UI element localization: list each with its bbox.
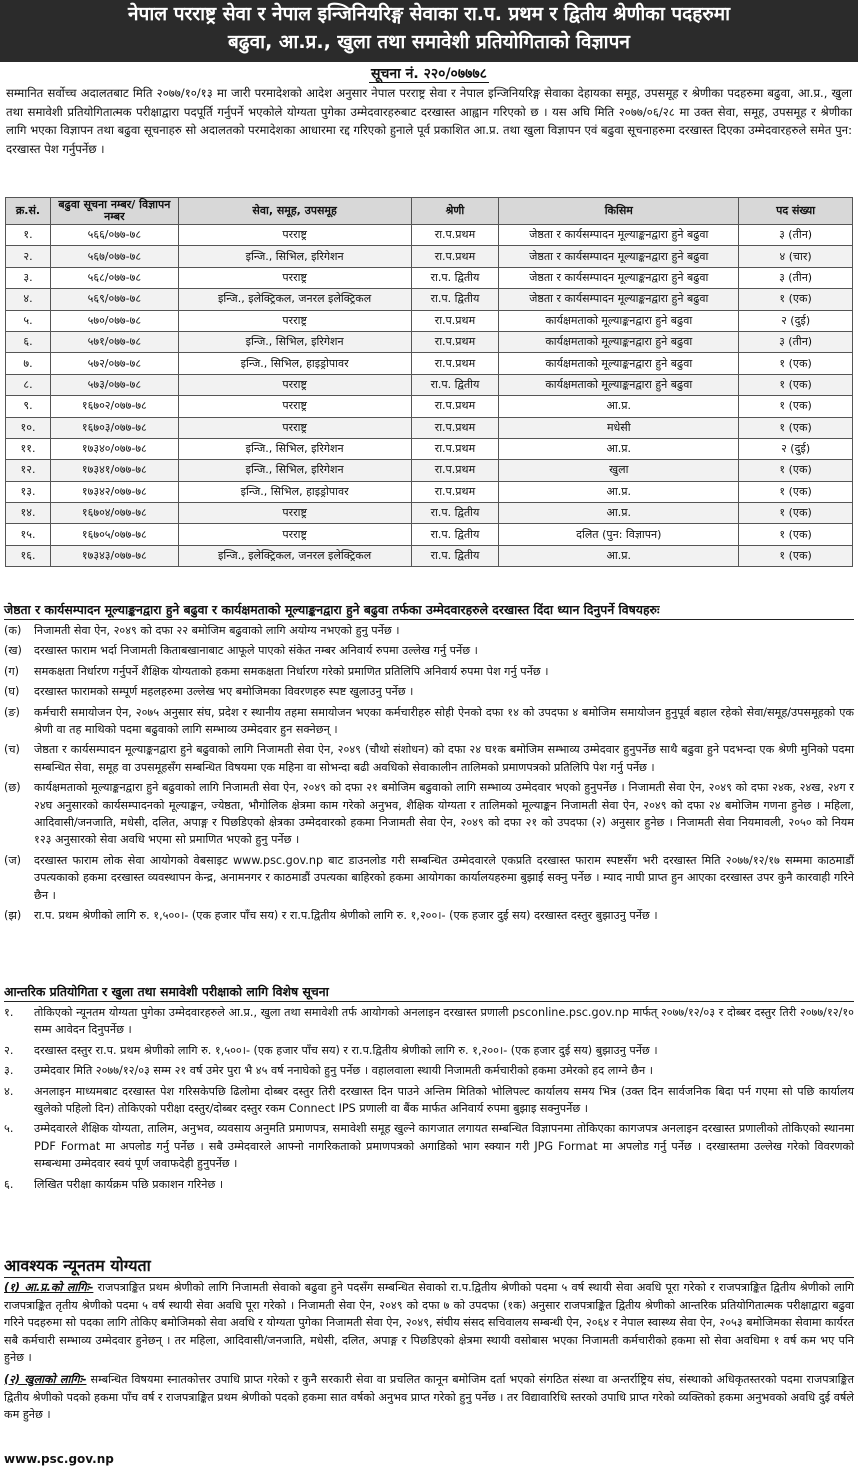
table-cell: इन्जि., सिभिल, इरिगेशन	[178, 246, 411, 267]
table-row	[6, 417, 853, 438]
list-item	[4, 1083, 854, 1118]
table-cell: १ (एक)	[739, 545, 853, 566]
table-cell: ५७३/०७७-७८	[50, 374, 178, 395]
table-row	[6, 503, 853, 524]
list-item	[4, 622, 854, 639]
table-cell: ५७१/०७७-७८	[50, 331, 178, 352]
table-cell: १६७०५/०७७-७८	[50, 524, 178, 545]
table-cell: १.	[6, 225, 51, 246]
list-item	[4, 1176, 854, 1193]
promotion-list	[4, 622, 854, 928]
table-row	[6, 438, 853, 459]
table-cell: ६.	[6, 331, 51, 352]
list-item	[4, 741, 854, 776]
list-item-text: दरखास्त फाराम भर्दा निजामती किताबखानाबाट आफूले पाएको संकेत नम्बर अनिवार्य रुपमा उल्लेख गर्नु पर्नेछ ।	[34, 644, 478, 658]
list-item-marker: २.	[4, 1043, 14, 1057]
list-item-text: उम्मेदवारले शैक्षिक योग्यता, तालिम, अनुभव, व्यवसाय अनुमति प्रमाणपत्र, समावेशी समूह खुल्ने कागजात लगायत सम्बन्धित विज्ञापनमा तोकिएका कागजपत्र अनलाइन दरखास्त प्रणालीको तोकिएको स्थानमा PDF Format मा अपलोड गर्नु पर्नेछ । सबै उम्मेदवारले आफ्नो नागरिकताको प्रमाणपत्रको अगाडिको भाग स्क्यान गरी JPG Format मा अपलोड गर्नु पर्नेछ । दरखास्तमा उल्लेख गरेको विवरणको सम्बन्धमा उम्मेदवार स्वयं पूर्ण जवाफदेही हुनुपर्नेछ ।	[34, 1122, 854, 1171]
table-cell: रा.प.प्रथम	[411, 225, 499, 246]
table-cell: कार्यक्षमताको मूल्याङ्कनद्वारा हुने बढुवा	[499, 331, 739, 352]
table-cell: रा.प.प्रथम	[411, 396, 499, 417]
list-item-text: समकक्षता निर्धारण गर्नुपर्ने शैक्षिक योग्यताको हकमा समकक्षता निर्धारण गरेको प्रमाणित प्रतिलिपि अनिवार्य रुपमा पेश गर्नु पर्नेछ ।	[34, 664, 549, 678]
table-cell: रा.प. द्वितीय	[411, 524, 499, 545]
list-item	[4, 663, 854, 680]
list-item	[4, 907, 854, 924]
table-cell: १५.	[6, 524, 51, 545]
qualification-text: सम्बन्धित विषयमा स्नातकोत्तर उपाधि प्राप्त गरेको र कुनै सरकारी सेवा वा प्रचलित कानून बमोजिम दर्ता भएको संगठित संस्था वा अन्तर्राष्ट्रिय संघ, संस्थाको अधिकृतस्तरको पदमा राजपत्राङ्कित द्वितीय श्रेणीको पदको हकमा पाँच वर्ष र राजपत्राङ्कित प्रथम श्रेणीको पदको हकमा सात वर्षको अनुभव प्राप्त गरेको हुनु पर्नेछ । तर विद्यावारिधि स्तरको उपाधि प्राप्त गरेको व्यक्तिको हकमा अनुभवको अवधि दुई वर्षले कम हुनेछ ।	[4, 1372, 854, 1422]
posts-table	[5, 197, 853, 567]
table-cell: इन्जि., सिभिल, इरिगेशन	[178, 460, 411, 481]
list-item	[4, 704, 854, 739]
table-cell: ३.	[6, 267, 51, 288]
table-cell: २ (दुई)	[739, 310, 853, 331]
table-cell: रा.प.प्रथम	[411, 417, 499, 438]
table-row	[6, 267, 853, 288]
table-cell: १६७०३/०७७-७८	[50, 417, 178, 438]
title-banner	[0, 0, 858, 62]
table-cell: १ (एक)	[739, 374, 853, 395]
qualification-label: (१) आ.प्र.को लागिः-	[4, 1281, 94, 1294]
table-cell: इन्जि., इलेक्ट्रिकल, जनरल इलेक्ट्रिकल	[178, 289, 411, 310]
qualification-text: राजपत्राङ्कित प्रथम श्रेणीको लागि निजामती सेवाको बढुवा हुने पदसँग सम्बन्धित सेवाको रा.प.द्वितीय श्रेणीको पदमा ५ वर्ष स्थायी सेवा अवधि पूरा गरेको र राजपत्राङ्कित द्वितीय श्रेणीको लागि राजपत्राङ्कित तृतीय श्रेणीको पदमा ५ वर्ष स्थायी सेवा अवधि पूरा गरेको । निजामती सेवा ऐन, २०४९ को दफा ७ को उपदफा (१क) अनुसार राजपत्राङ्कित द्वितीय श्रेणीको आन्तरिक प्रतियोगितात्मक परीक्षाद्वारा बढुवा गरिने पदहरुमा सो पदका लागि तोकिए बमोजिमको सेवा अवधि र योग्यता पुगेका निजामती सेवा ऐन, २०४९, संघीय संसद सचिवालय सम्बन्धी ऐन, २०६४ र नेपाल स्वास्थ्य सेवा ऐन, २०५३ बमोजिमका सेवामा कार्यरत सबै कर्मचारी सम्भाव्य उम्मेदवार हुनेछन् । तर महिला, आदिवासी/जनजाति, मधेसी, दलित, अपाङ्ग र पिछडिएको क्षेत्रमा स्थायी वसोबास भएका निजामती कर्मचारीको हकमा सो सेवा अवधिमा १ वर्ष कम भए पनि हुनेछ ।	[4, 1281, 854, 1365]
table-cell: १ (एक)	[739, 417, 853, 438]
special-heading: आन्तरिक प्रतियोगिता र खुला तथा समावेशी परीक्षाको लागि विशेष सूचना	[4, 983, 854, 1002]
table-cell: परराष्ट्र	[178, 524, 411, 545]
table-cell: ३ (तीन)	[739, 331, 853, 352]
table-row	[6, 524, 853, 545]
table-cell: खुला	[499, 460, 739, 481]
table-cell: जेष्ठता र कार्यसम्पादन मूल्याङ्कनद्वारा हुने बढुवा	[499, 246, 739, 267]
table-header-cell: श्रेणी	[411, 198, 499, 225]
table-row	[6, 310, 853, 331]
table-cell: १३.	[6, 481, 51, 502]
table-cell: आ.प्र.	[499, 438, 739, 459]
table-row	[6, 460, 853, 481]
list-item-marker: ५.	[4, 1122, 14, 1136]
table-cell: इन्जि., सिभिल, हाइड्रोपावर	[178, 481, 411, 502]
table-cell: ५६७/०७७-७८	[50, 246, 178, 267]
table-row	[6, 246, 853, 267]
list-item-text: उम्मेदवार मिति २०७७/१२/०३ सम्म २१ वर्ष उमेर पुरा भै ४५ वर्ष ननाघेको हुनु पर्नेछ । वहालवाला स्थायी निजामती कर्मचारीको हकमा उमेरको हद लाग्ने छैन ।	[34, 1064, 653, 1078]
list-item-text: लिखित परीक्षा कार्यक्रम पछि प्रकाशन गरिनेछ ।	[34, 1177, 224, 1191]
table-cell: रा.प. द्वितीय	[411, 289, 499, 310]
table-cell: परराष्ट्र	[178, 396, 411, 417]
table-cell: रा.प.प्रथम	[411, 246, 499, 267]
table-cell: ५६८/०७७-७८	[50, 267, 178, 288]
list-item	[4, 1062, 854, 1079]
table-cell: इन्जि., सिभिल, हाइड्रोपावर	[178, 353, 411, 374]
table-cell: १७३४३/०७७-७८	[50, 545, 178, 566]
notice-number: सूचना नं. २२०/०७७७८	[371, 66, 487, 82]
table-row	[6, 481, 853, 502]
table-cell: इन्जि., सिभिल, इरिगेशन	[178, 438, 411, 459]
list-item-text: दरखास्त फाराम लोक सेवा आयोगको वेबसाइट www.psc.gov.np बाट डाउनलोड गरी सम्बन्धित उम्मेदवारले एकप्रति दरखास्त फाराम स्पष्टसँग भरी दरखास्त मिति २०७७/१२/१७ सम्ममा काठमाडौं उपत्यकाको हकमा दरखास्त व्यवस्थापन केन्द्र, अनामनगर र काठमाडौं उपत्यका बाहिरको हकमा आयोगका कार्यालयहरुमा बुझाई सक्नु पर्नेछ । म्याद नाघी प्राप्त हुन आएका दरखास्त उपर कुनै कारवाही गरिने छैन ।	[34, 853, 854, 902]
table-cell: परराष्ट्र	[178, 267, 411, 288]
list-item-marker: (झ)	[4, 909, 22, 923]
list-item-marker: (ङ)	[4, 705, 20, 719]
table-cell: कार्यक्षमताको मूल्याङ्कनद्वारा हुने बढुवा	[499, 374, 739, 395]
table-cell: जेष्ठता र कार्यसम्पादन मूल्याङ्कनद्वारा हुने बढुवा	[499, 225, 739, 246]
table-cell: ७.	[6, 353, 51, 374]
table-cell: परराष्ट्र	[178, 225, 411, 246]
special-list	[4, 1004, 854, 1196]
table-cell: १ (एक)	[739, 460, 853, 481]
qualification-item	[4, 1371, 854, 1424]
list-item-marker: (ख)	[4, 644, 22, 658]
table-cell: रा.प. द्वितीय	[411, 545, 499, 566]
footer-url: www.psc.gov.np	[4, 1452, 114, 1466]
list-item-text: अनलाइन माध्यमबाट दरखास्त पेश गरिसकेपछि ढिलोमा दोब्बर दस्तुर तिरी दरखास्त दिन पाउने अन्तिम मितिको भोलिपल्ट कार्यालय समय भित्र (उक्त दिन सार्वजनिक बिदा पर्न गएमा सो पछि कार्यालय खुलेको पहिलो दिन) तोकिएको परीक्षा दस्तुर/दोब्बर दस्तुर रकम Connect IPS प्रणाली वा बैंक मार्फत अनिवार्य रुपमा बुझाइ सक्नुपर्नेछ ।	[34, 1084, 854, 1116]
table-cell: जेष्ठता र कार्यसम्पादन मूल्याङ्कनद्वारा हुने बढुवा	[499, 267, 739, 288]
list-item-text: दरखास्त फारामको सम्पूर्ण महलहरुमा उल्लेख भए बमोजिमका विवरणहरु स्पष्ट खुलाउनु पर्नेछ ।	[34, 685, 414, 699]
table-cell: आ.प्र.	[499, 396, 739, 417]
table-cell: १७३४२/०७७-७८	[50, 481, 178, 502]
table-cell: ५.	[6, 310, 51, 331]
table-cell: कार्यक्षमताको मूल्याङ्कनद्वारा हुने बढुवा	[499, 353, 739, 374]
table-cell: ९.	[6, 396, 51, 417]
title-line-1: नेपाल परराष्ट्र सेवा र नेपाल इन्जिनियरिङ्ग सेवाका रा.प. प्रथम र द्वितीय श्रेणीका पदहरुमा	[127, 3, 731, 25]
list-item-text: कर्मचारी समायोजन ऐन, २०७५ अनुसार संघ, प्रदेश र स्थानीय तहमा समायोजन भएका कर्मचारीहरु सोही ऐनको दफा १४ को उपदफा ४ बमोजिम समायोजन हुनुपूर्व बहाल रहेको सेवा/समूह/उपसमूहको एक श्रेणी वा तह माथिको पदमा बढुवाको लागि सम्भाव्य उम्मेदवार हुन सक्नेछन् ।	[34, 705, 854, 737]
table-cell: रा.प.प्रथम	[411, 310, 499, 331]
table-row	[6, 545, 853, 566]
list-item-marker: (ग)	[4, 664, 20, 678]
table-cell: ४.	[6, 289, 51, 310]
table-cell: १६.	[6, 545, 51, 566]
table-row	[6, 331, 853, 352]
table-cell: रा.प.प्रथम	[411, 353, 499, 374]
qualification-heading: आवश्यक न्यूनतम योग्यता	[4, 1255, 854, 1278]
table-cell: परराष्ट्र	[178, 374, 411, 395]
table-cell: ११.	[6, 438, 51, 459]
list-item	[4, 1004, 854, 1039]
table-cell: ५६६/०७७-७८	[50, 225, 178, 246]
list-item	[4, 852, 854, 904]
list-item	[4, 683, 854, 700]
qualification-item	[4, 1279, 854, 1367]
table-cell: १७३४१/०७७-७८	[50, 460, 178, 481]
list-item-marker: (घ)	[4, 685, 20, 699]
table-cell: रा.प.प्रथम	[411, 481, 499, 502]
list-item-marker: (छ)	[4, 781, 21, 795]
list-item	[4, 642, 854, 659]
table-row	[6, 396, 853, 417]
table-cell: आ.प्र.	[499, 481, 739, 502]
table-body	[6, 225, 853, 567]
table-cell: ३ (तीन)	[739, 267, 853, 288]
list-item-marker: ६.	[4, 1177, 14, 1191]
table-cell: इन्जि., सिभिल, इरिगेशन	[178, 331, 411, 352]
table-cell: १२.	[6, 460, 51, 481]
table-header-cell: किसिम	[499, 198, 739, 225]
list-item	[4, 1120, 854, 1172]
list-item-text: तोकिएको न्यूनतम योग्यता पुगेका उम्मेदवारहरुले आ.प्र., खुला तथा समावेशी तर्फ आयोगको अनलाइन दरखास्त प्रणाली psconline.psc.gov.np मार्फत् २०७७/१२/०३ र दोब्बर दस्तुर तिरी २०७७/१२/१० सम्म आवेदन दिनुपर्नेछ ।	[34, 1006, 854, 1037]
list-item-marker: (च)	[4, 743, 20, 757]
table-cell: रा.प. द्वितीय	[411, 267, 499, 288]
table-header-cell: पद संख्या	[739, 198, 853, 225]
table-row	[6, 374, 853, 395]
table-cell: २.	[6, 246, 51, 267]
list-item	[4, 779, 854, 849]
table-cell: रा.प.प्रथम	[411, 460, 499, 481]
table-cell: १ (एक)	[739, 481, 853, 502]
list-item-marker: ३.	[4, 1064, 14, 1078]
table-cell: आ.प्र.	[499, 503, 739, 524]
table-cell: १ (एक)	[739, 524, 853, 545]
list-item-text: दरखास्त दस्तुर रा.प. प्रथम श्रेणीको लागि रु. १,५००।- (एक हजार पाँच सय) र रा.प.द्वितीय श्रेणीको लागि रु. १,२००।- (एक हजार दुई सय) बुझाउनु पर्नेछ ।	[34, 1043, 658, 1057]
table-cell: १ (एक)	[739, 289, 853, 310]
table-cell: ८.	[6, 374, 51, 395]
list-item-marker: (क)	[4, 624, 22, 637]
table-cell: ४ (चार)	[739, 246, 853, 267]
list-item-marker: (ज)	[4, 853, 22, 867]
table-header-row	[6, 198, 853, 225]
title-line-2: बढुवा, आ.प्र., खुला तथा समावेशी प्रतियोगिताको विज्ञापन	[228, 31, 630, 53]
table-cell: ५६९/०७७-७८	[50, 289, 178, 310]
table-cell: ३ (तीन)	[739, 225, 853, 246]
table-header-cell: बढुवा सूचना नम्बर/ विज्ञापन नम्बर	[50, 198, 178, 225]
list-item-marker: ४.	[4, 1084, 14, 1098]
table-row	[6, 353, 853, 374]
table-cell: १०.	[6, 417, 51, 438]
qualification-list	[4, 1279, 854, 1428]
table-cell: दलित (पुन: विज्ञापन)	[499, 524, 739, 545]
table-cell: इन्जि., इलेक्ट्रिकल, जनरल इलेक्ट्रिकल	[178, 545, 411, 566]
list-item-text: निजामती सेवा ऐन, २०४९ को दफा २२ बमोजिम बढुवाको लागि अयोग्य नभएको हुनु पर्नेछ ।	[34, 624, 400, 637]
table-cell: १ (एक)	[739, 503, 853, 524]
table-cell: १ (एक)	[739, 396, 853, 417]
table-cell: ५७०/०७७-७८	[50, 310, 178, 331]
table-cell: २ (दुई)	[739, 438, 853, 459]
list-item-text: रा.प. प्रथम श्रेणीको लागि रु. १,५००।- (एक हजार पाँच सय) र रा.प.द्वितीय श्रेणीको लागि रु. १,२००।- (एक हजार दुई सय) दरखास्त दस्तुर बुझाउनु पर्नेछ ।	[34, 909, 658, 923]
table-header-cell: क्र.सं.	[6, 198, 51, 225]
table-cell: १६७०२/०७७-७८	[50, 396, 178, 417]
table-cell: १ (एक)	[739, 353, 853, 374]
table-cell: रा.प. द्वितीय	[411, 374, 499, 395]
table-header-cell: सेवा, समूह, उपसमूह	[178, 198, 411, 225]
table-cell: १४.	[6, 503, 51, 524]
table-row	[6, 225, 853, 246]
table-cell: ५७२/०७७-७८	[50, 353, 178, 374]
list-item-text: जेष्ठता र कार्यसम्पादन मूल्याङ्कनद्वारा हुने बढुवाको लागि निजामती सेवा ऐन, २०४९ (चौथो संशोधन) को दफा २४ घ१क बमोजिम सम्भाव्य उम्मेदवार हुनुपर्नेछ साथै बढुवा हुने पदभन्दा एक श्रेणी मुनिको पदमा सम्बन्धित सेवा, समूह वा उपसमूहसँग सम्बन्धित विषयमा एक महिना वा सोभन्दा बढी अवधिको सेवाकालीन तालिमको प्रमाणपत्रको प्रतिलिपि पेश गर्नु पर्नेछ ।	[34, 743, 854, 774]
table-cell: कार्यक्षमताको मूल्याङ्कनद्वारा हुने बढुवा	[499, 310, 739, 331]
promotion-heading: जेष्ठता र कार्यसम्पादन मूल्याङ्कनद्वारा हुने बढुवा र कार्यक्षमताको मूल्याङ्कनद्वारा हुने बढुवा तर्फका उम्मेदवारहरुले दरखास्त दिंदा ध्यान दिनुपर्ने विषयहरुः	[4, 601, 854, 620]
table-row	[6, 289, 853, 310]
table-cell: परराष्ट्र	[178, 310, 411, 331]
table-cell: परराष्ट्र	[178, 503, 411, 524]
qualification-label: (२) खुलाको लागिः-	[4, 1372, 87, 1386]
table-cell: रा.प. द्वितीय	[411, 503, 499, 524]
table-cell: जेष्ठता र कार्यसम्पादन मूल्याङ्कनद्वारा हुने बढुवा	[499, 289, 739, 310]
list-item	[4, 1042, 854, 1059]
list-item-marker: १.	[4, 1006, 14, 1019]
table-cell: १७३४०/०७७-७८	[50, 438, 178, 459]
table-cell: रा.प.प्रथम	[411, 331, 499, 352]
intro-paragraph: सम्मानित सर्वोच्च अदालतबाट मिति २०७७/१०/१३ मा जारी परमादेशको आदेश अनुसार नेपाल परराष्ट्र सेवा र नेपाल इन्जिनियरिङ्ग सेवाका देहायका समूह, उपसमूह र श्रेणीका पदहरुमा बढुवा, आ.प्र., खुला तथा समावेशी प्रतियोगितात्मक परीक्षाद्वारा पदपूर्ति गर्नुपर्ने भएकोले योग्यता पुगेका उम्मेदवारहरुबाट दरखास्त आह्वान गरिएको छ । यस अघि मिति २०७७/०६/२८ मा उक्त सेवा, समूह, उपसमूह र श्रेणीका लागि भएका विज्ञापन तथा बढुवा सूचनाहरु सो अदालतको परमादेशका आधारमा रद्द गरिएको हुनाले पूर्व प्रकाशित आ.प्र. तथा खुला विज्ञापन एवं बढुवा सूचनाहरुमा दरखास्त दिएका उम्मेदवारहरुले समेत पुन: दरखास्त पेश गर्नुपर्नेछ ।	[6, 86, 852, 156]
table-cell: रा.प.प्रथम	[411, 438, 499, 459]
table-cell: १६७०४/०७७-७८	[50, 503, 178, 524]
table-cell: मधेसी	[499, 417, 739, 438]
table-cell: आ.प्र.	[499, 545, 739, 566]
list-item-text: कार्यक्षमताको मूल्याङ्कनद्वारा हुने बढुवाको लागि निजामती सेवा ऐन, २०४९ को दफा २१ बमोजिम बढुवाको लागि सम्भाव्य उम्मेदवार भएको हुनुपर्नेछ । निजामती सेवा ऐन, २०४९ को दफा २४क, २४ख, २४ग र २४घ अनुसारको कार्यसम्पादनको मूल्याङ्कन, ज्येष्ठता, भौगोलिक क्षेत्रमा काम गरेको अनुभव, शैक्षिक योग्यता र तालिमको मूल्याङ्कन निजामती सेवा ऐन, २०४९ को दफा २४ बमोजिम गणना हुनेछ । महिला, आदिवासी/जनजाति, मधेसी, दलित, अपाङ्ग र पिछडिएको क्षेत्रका उम्मेदवारको हकमा निजामती सेवा ऐन, २०४९ को दफा २१ को उपदफा (२) अनुसार हुनेछ । निजामती सेवा नियमावली, २०५० को नियम १२३ अनुसारको सेवा अवधि भएमा सो प्रमाणित भएको हुनु पर्नेछ ।	[34, 781, 854, 847]
table-cell: परराष्ट्र	[178, 417, 411, 438]
